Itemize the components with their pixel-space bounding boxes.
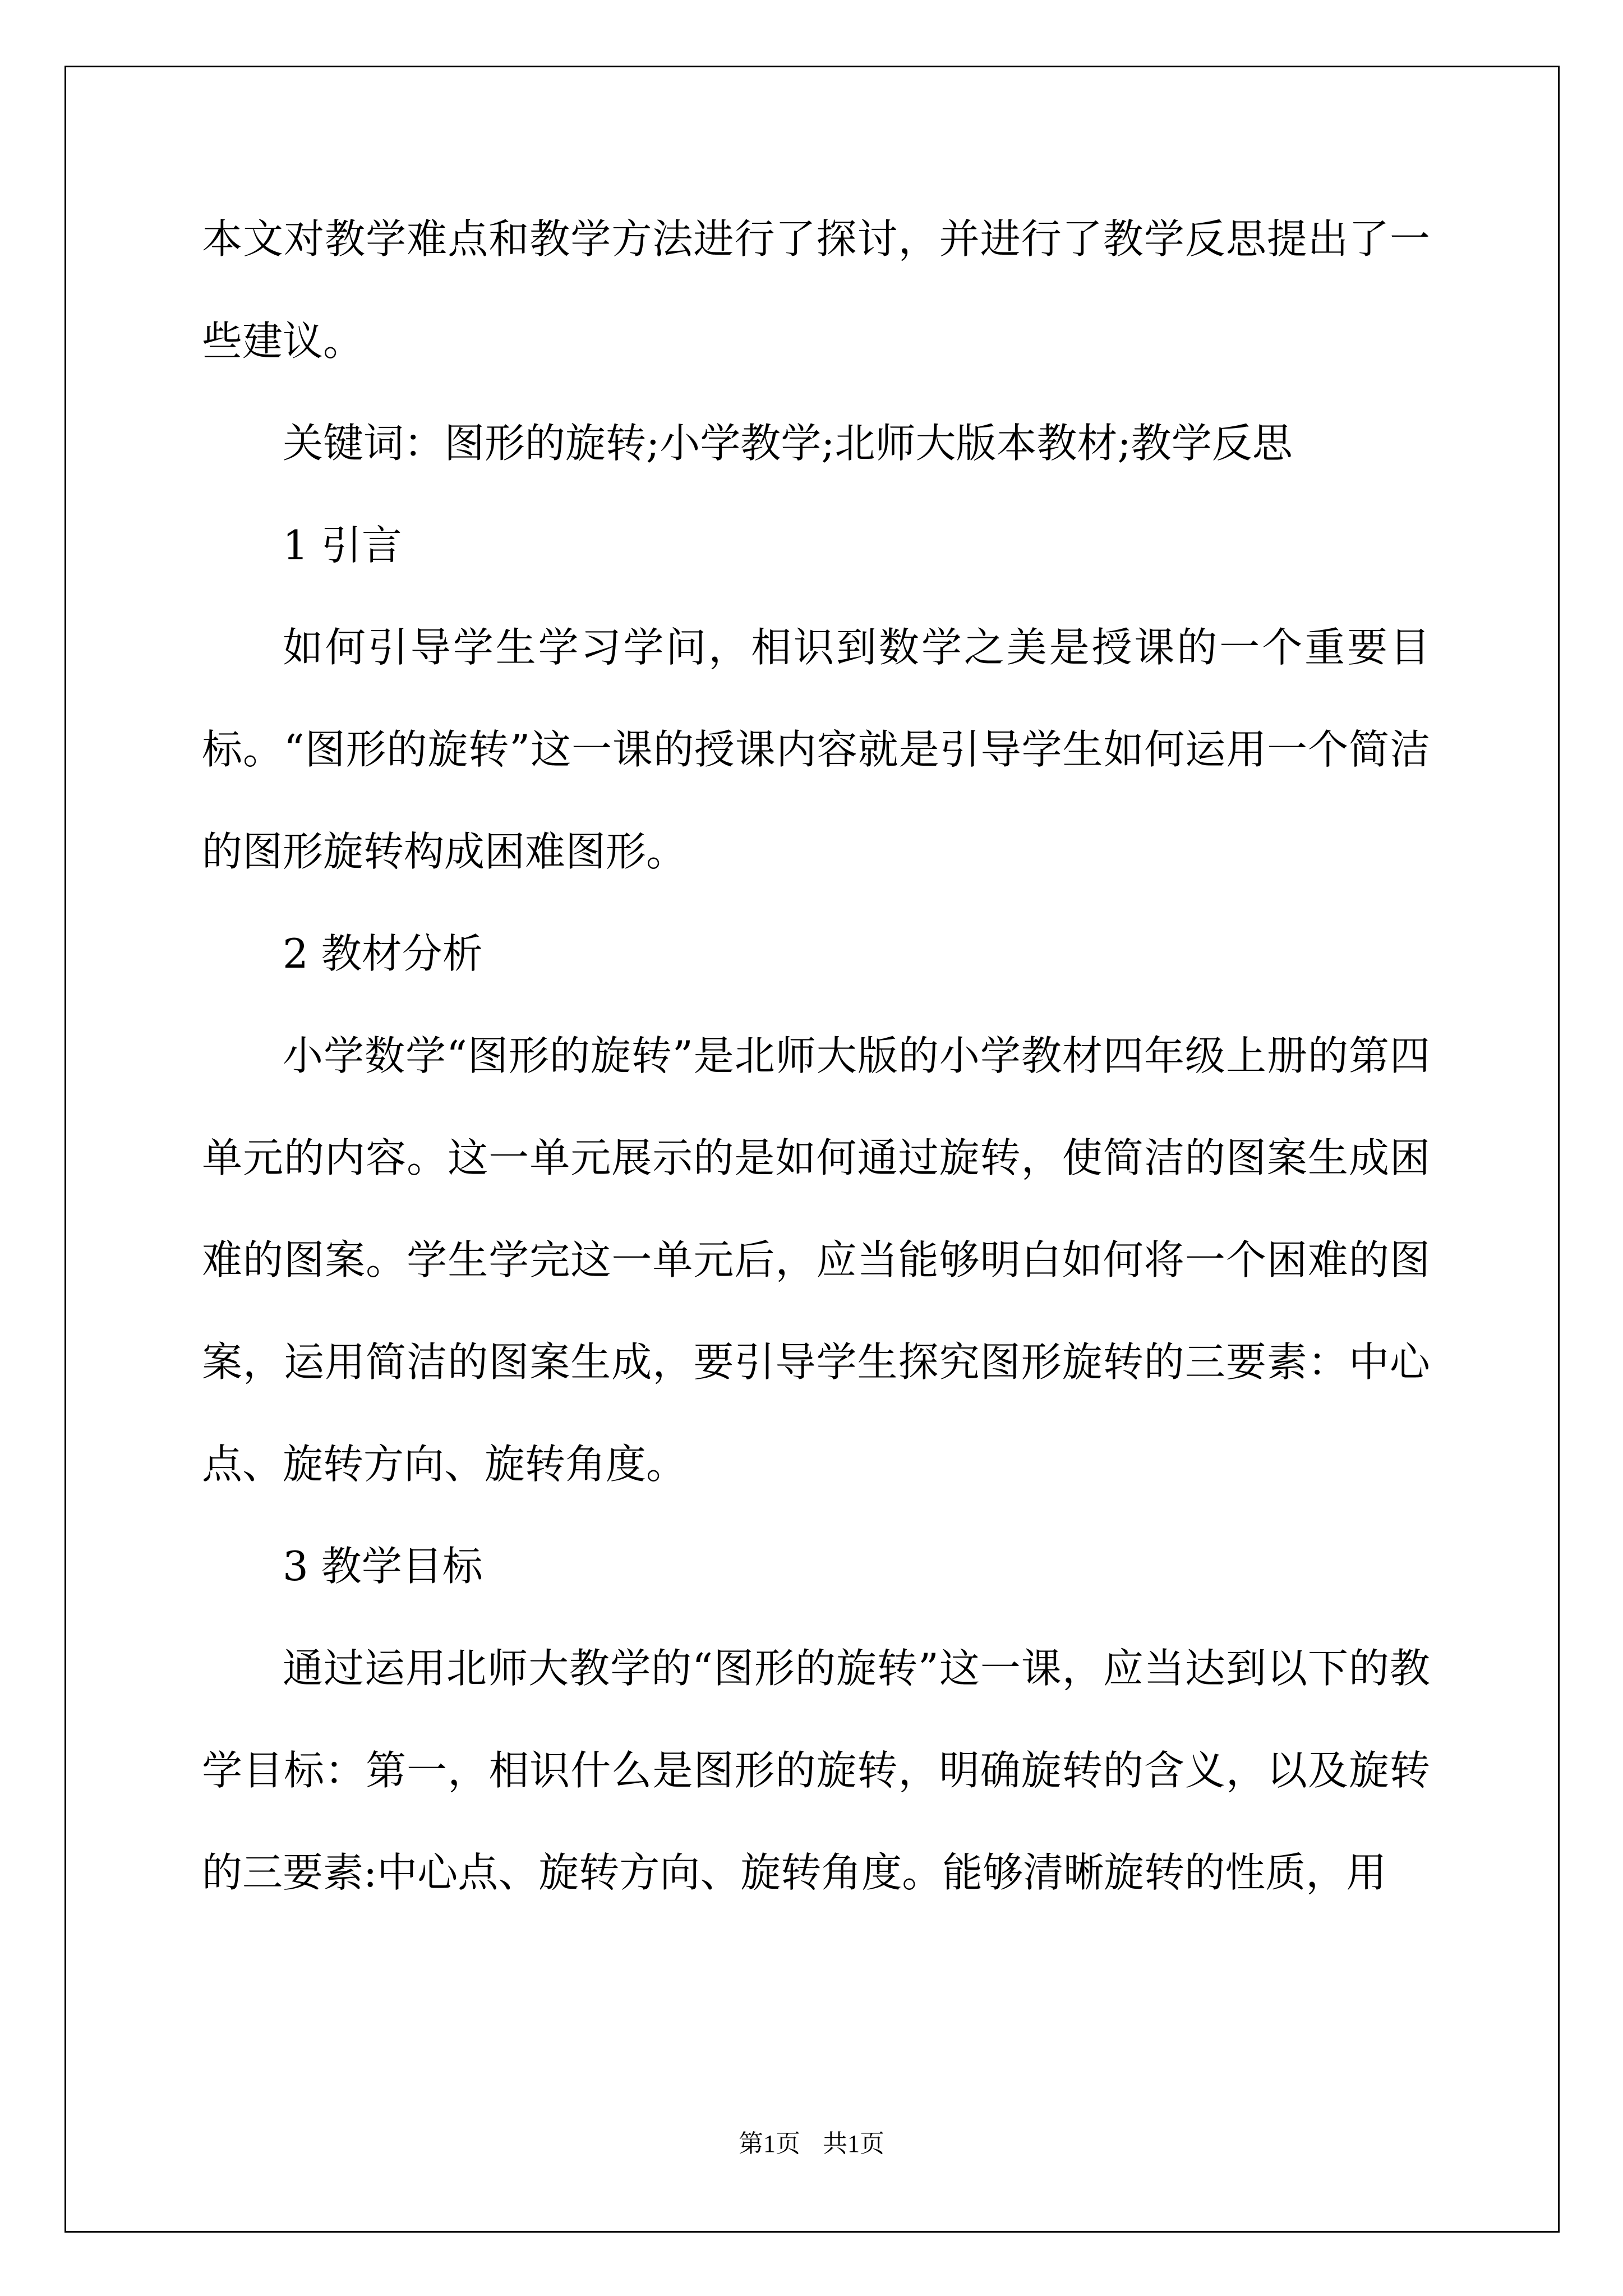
paragraph-abstract-tail: 本文对教学难点和教学方法进行了探讨，并进行了教学反思提出了一些建议。 <box>202 215 1430 365</box>
paragraph-teaching-goals: 通过运用北师大教学的“图形的旋转”这一课，应当达到以下的教学目标：第一，相识什么是图形的旋转，明确旋转的含义，以及旋转的三要素:中心点、旋转方向、旋转角度。能够清晰旋转的性质，用 <box>202 1645 1430 1896</box>
page-footer <box>0 2123 1623 2159</box>
document-body <box>202 188 1430 1924</box>
heading-material-analysis: 2 教材分析 <box>283 930 483 977</box>
paragraph-material-analysis: 小学数学“图形的旋转”是北师大版的小学教材四年级上册的第四单元的内容。这一单元展示的是如何通过旋转，使简洁的图案生成困难的图案。学生学完这一单元后，应当能够明白如何将一个困难的图案，运用简洁的图案生成，要引导学生探究图形旋转的三要素：中心点、旋转方向、旋转角度。 <box>202 1032 1430 1488</box>
page-number: 第1页 <box>739 2130 800 2157</box>
paragraph-introduction: 如何引导学生学习学问，相识到数学之美是授课的一个重要目标。“图形的旋转”这一课的授课内容就是引导学生如何运用一个简洁的图形旋转构成困难图形。 <box>202 624 1430 875</box>
paragraph-keywords: 关键词：图形的旋转;小学教学;北师大版本教材;教学反思 <box>283 420 1293 467</box>
heading-introduction: 1 引言 <box>283 522 402 569</box>
heading-teaching-goals: 3 教学目标 <box>283 1543 483 1590</box>
page-total: 共1页 <box>823 2130 884 2157</box>
